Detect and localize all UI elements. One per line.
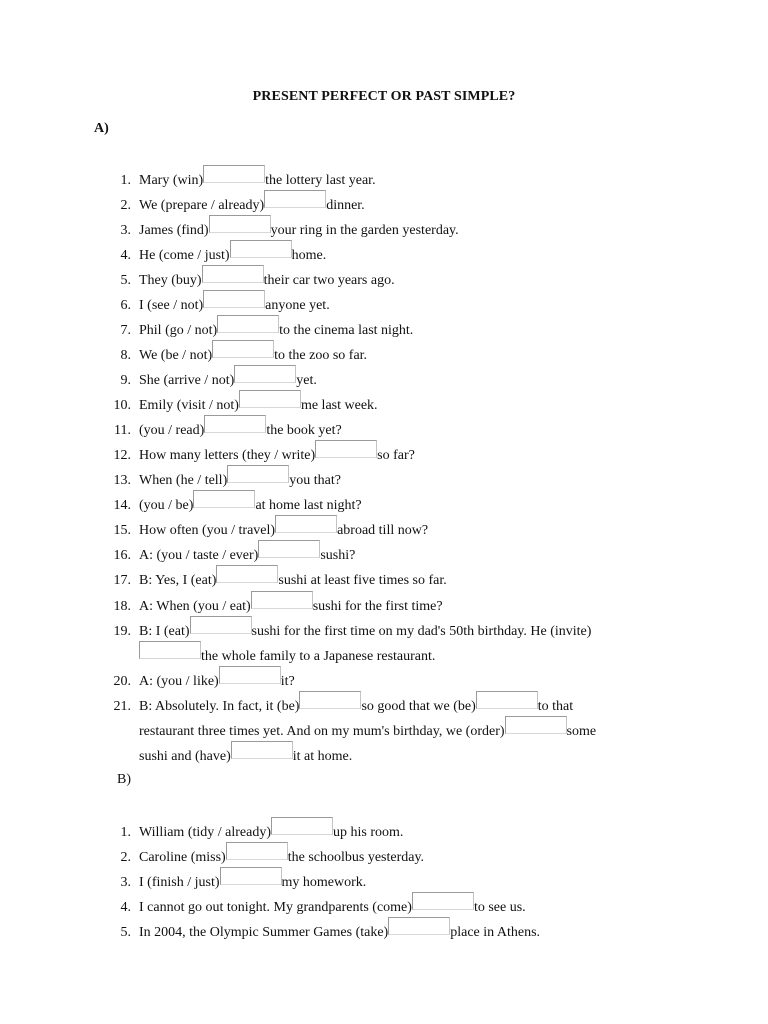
item-number: 20. [113,674,131,689]
answer-blank[interactable] [226,842,288,860]
prompt-text: Emily (visit / not) [139,398,239,413]
item-number: 3. [120,223,131,238]
item-number: 4. [120,248,131,263]
section-b-label: B) [117,772,131,787]
answer-blank[interactable] [217,315,279,333]
exercise-item-continuation [0,747,768,767]
exercise-item [0,848,768,868]
answer-blank[interactable] [388,917,450,935]
prompt-text: (you / read) [139,423,205,438]
prompt-text: In 2004, the Olympic Summer Games (take) [139,925,389,940]
prompt-text: James (find) [139,223,209,238]
answer-blank[interactable] [476,691,538,709]
item-number: 11. [114,423,131,438]
item-text [139,722,596,742]
item-number: 1. [120,173,131,188]
prompt-text: so far? [377,448,415,463]
exercise-item [0,923,768,943]
prompt-text: He (come / just) [139,248,230,263]
prompt-text: so good that we (be) [361,699,476,714]
exercise-item [0,371,768,391]
prompt-text: I (finish / just) [139,875,220,890]
prompt-text: sushi at least five times so far. [278,573,447,588]
answer-blank[interactable] [230,240,292,258]
exercise-item [0,571,768,591]
answer-blank[interactable] [239,390,301,408]
item-text [139,697,573,717]
prompt-text: We (prepare / already) [139,198,265,213]
exercise-item [0,221,768,241]
answer-blank[interactable] [203,290,265,308]
exercise-item [0,471,768,491]
answer-blank[interactable] [204,415,266,433]
item-text [139,622,591,642]
answer-blank[interactable] [271,817,333,835]
item-text [139,898,526,918]
item-text [139,496,362,516]
item-text [139,296,330,316]
prompt-text: Mary (win) [139,173,204,188]
exercise-item-continuation [0,722,768,742]
prompt-text: place in Athens. [450,925,541,940]
exercise-item [0,697,768,717]
exercise-item [0,546,768,566]
exercise-item [0,421,768,441]
prompt-text: When (he / tell) [139,473,228,488]
item-text [139,221,459,241]
answer-blank[interactable] [275,515,337,533]
item-text [139,923,540,943]
item-text [139,371,317,391]
prompt-text: We (be / not) [139,348,213,363]
prompt-text: abroad till now? [337,523,429,538]
item-number: 14. [113,498,131,513]
item-text [139,446,415,466]
answer-blank[interactable] [193,490,255,508]
prompt-text: the book yet? [266,423,342,438]
prompt-text: I cannot go out tonight. My grandparents (come) [139,900,412,915]
prompt-text: I (see / not) [139,298,204,313]
exercise-item [0,246,768,266]
exercise-item [0,823,768,843]
prompt-text: sushi? [320,548,356,563]
answer-blank[interactable] [505,716,567,734]
exercise-item [0,171,768,191]
prompt-text: the lottery last year. [265,173,376,188]
item-text [139,321,413,341]
prompt-text: to see us. [473,900,526,915]
answer-blank[interactable] [264,190,326,208]
answer-blank[interactable] [258,540,320,558]
item-text [139,421,342,441]
exercise-item [0,446,768,466]
item-number: 8. [120,348,131,363]
item-number: 9. [120,373,131,388]
exercise-item [0,296,768,316]
prompt-text: sushi and (have) [139,749,231,764]
section-a-label: A) [94,121,109,136]
item-number: 17. [113,573,131,588]
prompt-text: A: When (you / eat) [139,599,251,614]
answer-blank[interactable] [202,265,264,283]
prompt-text: home. [291,248,327,263]
item-number: 10. [113,398,131,413]
exercise-item [0,622,768,642]
prompt-text: their car two years ago. [263,273,395,288]
prompt-text: sushi for the first time? [312,599,443,614]
prompt-text: you that? [289,473,341,488]
exercise-item [0,346,768,366]
exercise-item [0,597,768,617]
item-number: 6. [120,298,131,313]
prompt-text: A: (you / taste / ever) [139,548,259,563]
item-text [139,396,378,416]
prompt-text: How many letters (they / write) [139,448,316,463]
exercise-item [0,521,768,541]
prompt-text: your ring in the garden yesterday. [270,223,459,238]
answer-blank[interactable] [315,440,377,458]
answer-blank[interactable] [231,741,293,759]
item-text [139,672,295,692]
item-number: 18. [113,599,131,614]
prompt-text: She (arrive / not) [139,373,235,388]
prompt-text: me last week. [300,398,378,413]
page-title: PRESENT PERFECT OR PAST SIMPLE? [252,89,516,104]
prompt-text: yet. [296,373,317,388]
item-text [139,597,443,617]
exercise-item [0,321,768,341]
item-number: 13. [113,473,131,488]
exercise-item [0,873,768,893]
prompt-text: at home last night? [255,498,362,513]
answer-blank[interactable] [216,565,278,583]
answer-blank[interactable] [299,691,361,709]
item-text [139,873,366,893]
answer-blank[interactable] [251,591,313,609]
prompt-text: to the zoo so far. [274,348,368,363]
item-number: 2. [120,850,131,865]
prompt-text: B: I (eat) [139,624,190,639]
item-text [139,571,447,591]
prompt-text: Phil (go / not) [139,323,218,338]
answer-blank[interactable] [209,215,271,233]
prompt-text: How often (you / travel) [139,523,276,538]
answer-blank[interactable] [212,340,274,358]
prompt-text: B: Absolutely. In fact, it (be) [139,699,300,714]
item-text [139,471,341,491]
prompt-text: anyone yet. [265,298,330,313]
item-number: 16. [113,548,131,563]
prompt-text: some [566,724,597,739]
exercise-item [0,271,768,291]
prompt-text: William (tidy / already) [139,825,272,840]
answer-blank[interactable] [220,867,282,885]
exercise-item [0,196,768,216]
item-number: 19. [113,624,131,639]
answer-blank[interactable] [219,666,281,684]
prompt-text: restaurant three times yet. And on my mum's birthday, we (order) [139,724,505,739]
item-text [139,848,424,868]
item-number: 5. [120,925,131,940]
item-text [139,747,352,767]
prompt-text: A: (you / like) [139,674,219,689]
exercise-item [0,396,768,416]
item-number: 7. [120,323,131,338]
item-text [139,196,365,216]
answer-blank[interactable] [227,465,289,483]
item-text [139,647,435,667]
item-number: 3. [120,875,131,890]
prompt-text: to the cinema last night. [279,323,414,338]
prompt-text: up his room. [333,825,404,840]
item-number: 4. [120,900,131,915]
prompt-text: it? [280,674,295,689]
item-text [139,823,403,843]
prompt-text: sushi for the first time on my dad's 50th birthday. He (invite) [251,624,592,639]
item-number: 15. [113,523,131,538]
item-number: 1. [120,825,131,840]
prompt-text: the whole family to a Japanese restaurant. [201,649,436,664]
item-text [139,546,355,566]
item-number: 5. [120,273,131,288]
exercise-item [0,496,768,516]
item-text [139,171,376,191]
prompt-text: my homework. [281,875,367,890]
answer-blank[interactable] [412,892,474,910]
exercise-item [0,672,768,692]
prompt-text: B: Yes, I (eat) [139,573,217,588]
item-number: 12. [113,448,131,463]
item-text [139,521,428,541]
prompt-text: to that [537,699,574,714]
prompt-text: (you / be) [139,498,194,513]
item-text [139,346,367,366]
prompt-text: the schoolbus yesterday. [287,850,425,865]
answer-blank[interactable] [139,641,201,659]
exercise-item-continuation [0,647,768,667]
prompt-text: it at home. [292,749,353,764]
answer-blank[interactable] [190,616,252,634]
item-text [139,246,326,266]
answer-blank[interactable] [203,165,265,183]
answer-blank[interactable] [234,365,296,383]
exercise-item [0,898,768,918]
item-number: 21. [113,699,131,714]
item-text [139,271,395,291]
item-number: 2. [120,198,131,213]
prompt-text: They (buy) [139,273,202,288]
prompt-text: dinner. [326,198,365,213]
prompt-text: Caroline (miss) [139,850,226,865]
